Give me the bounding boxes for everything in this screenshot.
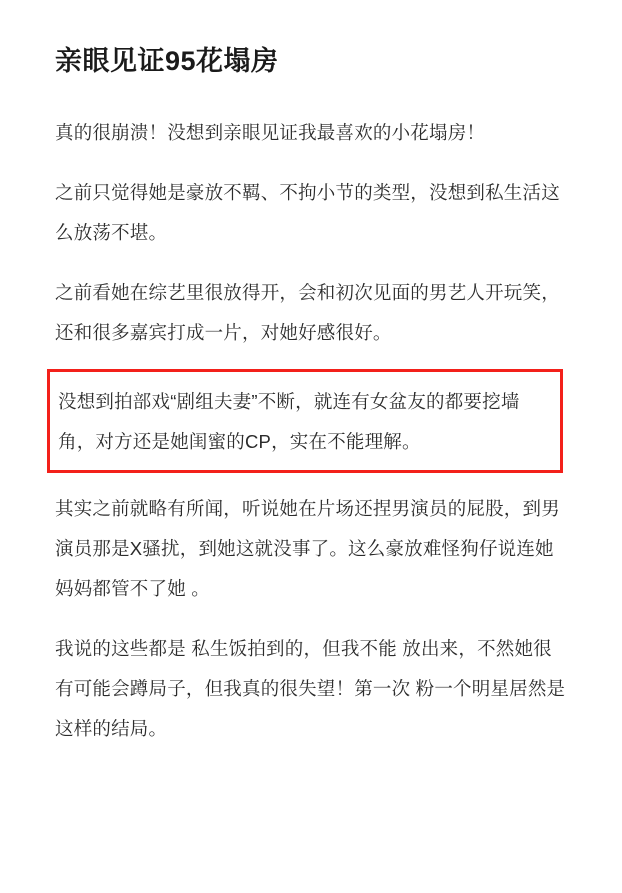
page-title: 亲眼见证95花塌房	[55, 46, 279, 76]
article-paragraph: 我说的这些都是 私生饭拍到的，但我不能 放出来，不然她很有可能会蹲局子，但我真的很失望！第一次 粉一个明星居然是这样的结局。	[55, 638, 566, 740]
article-paragraph: 之前只觉得她是豪放不羁、不拘小节的类型，没想到私生活这么放荡不堪。	[55, 182, 560, 244]
article-paragraph: 之前看她在综艺里很放得开，会和初次见面的男艺人开玩笑，还和很多嘉宾打成一片，对她好感很好。	[55, 282, 560, 344]
highlighted-paragraph: 没想到拍部戏“剧组夫妻”不断，就连有女盆友的都要挖墙角，对方还是她闺蜜的CP，实在不能理解。	[58, 391, 520, 453]
highlight-box	[47, 369, 563, 473]
article-paragraph: 真的很崩溃！没想到亲眼见证我最喜欢的小花塌房！	[55, 122, 486, 144]
article-paragraph: 其实之前就略有所闻，听说她在片场还捏男演员的屁股，到男演员那是X骚扰，到她这就没事了。这么豪放难怪狗仔说连她妈妈都管不了她 。	[55, 498, 560, 600]
